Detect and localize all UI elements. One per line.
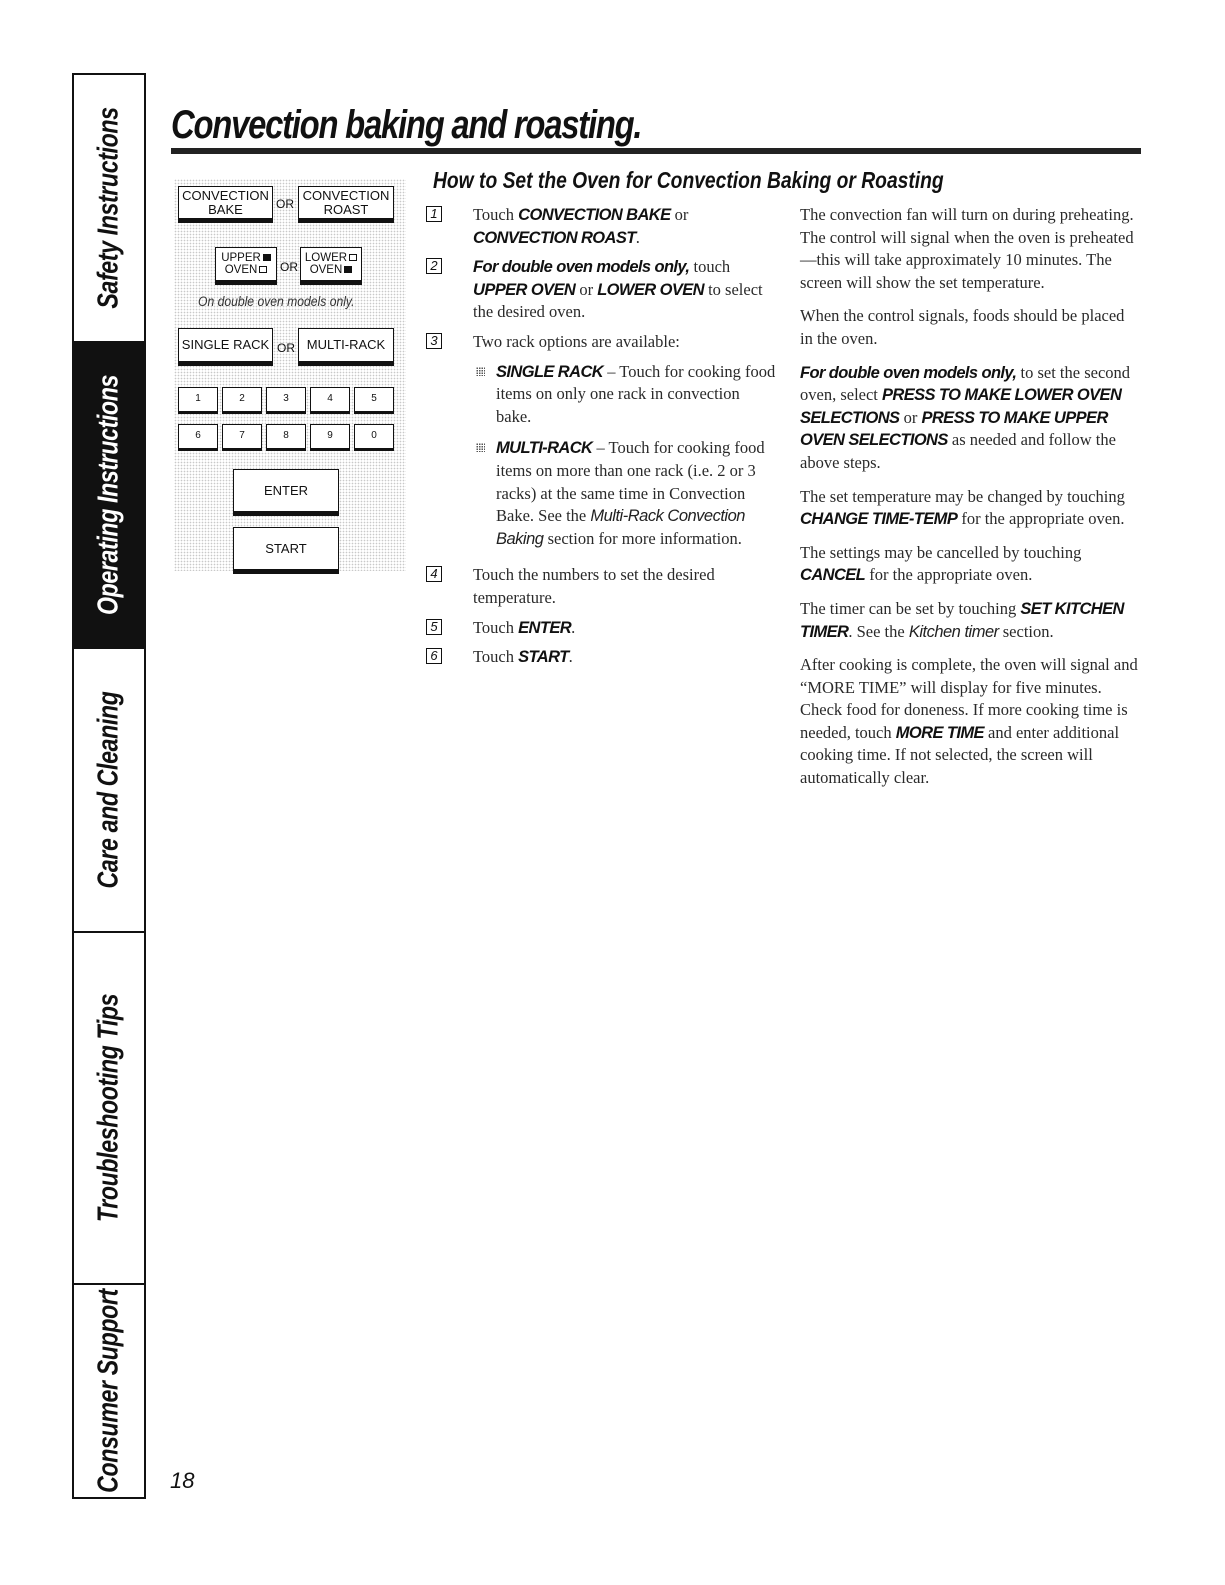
step-5: 5 Touch ENTER. (426, 617, 776, 640)
step-1: 1 Touch CONVECTION BAKE or CONVECTION ROAST. (426, 204, 776, 249)
section-reference: Multi-Rack Convection Baking (496, 507, 745, 548)
info-paragraph: The convection fan will turn on during preheating. The control will signal when the oven is preheated—this will take approximately 10 minutes. The screen will show the set temperature. (800, 205, 1134, 292)
multi-rack-key[interactable]: MULTI-RACK (298, 328, 394, 366)
indicator-empty-icon (259, 266, 267, 273)
or-label: OR (277, 341, 295, 355)
tab-label: Operating Instructions (92, 375, 125, 615)
step-4: 4 Touch the numbers to set the desired temperature. (426, 564, 776, 609)
info-column (800, 204, 1140, 801)
command-text: UPPER OVEN (473, 280, 576, 299)
upper-oven-key[interactable]: UPPER OVEN (215, 247, 277, 285)
tab-operating-instructions[interactable] (74, 343, 144, 649)
command-text: CANCEL (800, 566, 866, 585)
digit-key-1[interactable]: 1 (178, 387, 218, 414)
info-paragraph: The settings may be cancelled by touching CANCEL for the appropriate oven. (800, 542, 1082, 585)
command-text: ENTER (518, 618, 572, 637)
bullet-icon (476, 443, 485, 452)
digit-key-5[interactable]: 5 (354, 387, 394, 414)
section-heading: How to Set the Oven for Convection Baking or Roasting (433, 167, 944, 193)
convection-roast-key[interactable]: CONVECTION ROAST (298, 186, 394, 223)
step-2: 2 For double oven models only, touch UPPER OVEN or LOWER OVEN to select the desired oven. (426, 256, 776, 324)
step-number: 1 (426, 206, 442, 222)
single-rack-option: SINGLE RACK – Touch for cooking food items on only one rack in convection bake. (426, 361, 776, 429)
step-number: 3 (426, 333, 442, 349)
or-label: OR (280, 260, 298, 274)
bullet-icon (476, 367, 485, 376)
command-text: SET KITCHEN TIMER (800, 599, 1124, 641)
step-number: 2 (426, 258, 442, 274)
steps-column (426, 204, 776, 676)
command-text: PRESS TO MAKE UPPER OVEN SELECTIONS (800, 408, 1108, 450)
command-text: CONVECTION BAKE (518, 206, 671, 224)
command-text: LOWER OVEN (597, 280, 704, 299)
info-paragraph: For double oven models only, to set the second oven, select PRESS TO MAKE LOWER OVEN SELECTIONS or PRESS TO MAKE UPPER OVEN SELECTIONS as needed and follow the above steps. (800, 362, 1131, 472)
command-text: CONVECTION ROAST (473, 228, 636, 247)
tab-label: Troubleshooting Tips (92, 993, 125, 1223)
convection-bake-key[interactable]: CONVECTION BAKE (178, 186, 273, 223)
command-text: MORE TIME (895, 723, 984, 742)
info-paragraph: When the control signals, foods should be placed in the oven. (800, 306, 1125, 348)
digit-key-4[interactable]: 4 (310, 387, 350, 414)
command-text: PRESS TO MAKE LOWER OVEN SELECTIONS (800, 386, 1122, 427)
tab-safety-instructions[interactable] (74, 75, 144, 343)
page-number: 18 (170, 1468, 195, 1493)
tab-label: Consumer Support (92, 1289, 125, 1493)
digit-key-6[interactable]: 6 (178, 424, 218, 451)
info-paragraph: After cooking is complete, the oven will signal and “MORE TIME” will display for five minutes. Check food for doneness. If more cooking time is needed, touch MORE TIME and enter additional cooking time. If not selected, the screen will automatically clear. (800, 655, 1138, 788)
digit-key-7[interactable]: 7 (222, 424, 262, 451)
indicator-filled-icon (344, 266, 352, 273)
indicator-filled-icon (263, 254, 271, 261)
tab-troubleshooting-tips[interactable] (74, 933, 144, 1285)
digit-key-0[interactable]: 0 (354, 424, 394, 451)
step-3: 3 Two rack options are available: (426, 331, 776, 354)
title-divider (171, 148, 1141, 154)
section-tab-strip (72, 73, 146, 1499)
page-title: Convection baking and roasting. (171, 103, 642, 147)
command-text: For double oven models only, (800, 363, 1017, 382)
step-6: 6 Touch START. (426, 646, 776, 669)
enter-key[interactable]: ENTER (233, 469, 339, 516)
section-reference: Kitchen timer (908, 622, 999, 641)
command-text: SINGLE RACK (496, 362, 604, 381)
command-text: CHANGE TIME-TEMP (800, 510, 958, 529)
digit-key-3[interactable]: 3 (266, 387, 306, 414)
indicator-empty-icon (349, 254, 357, 261)
digit-key-9[interactable]: 9 (310, 424, 350, 451)
single-rack-key[interactable]: SINGLE RACK (178, 328, 273, 366)
start-key[interactable]: START (233, 527, 339, 574)
step-number: 6 (426, 648, 442, 664)
info-paragraph: The timer can be set by touching SET KITCHEN TIMER. See the Kitchen timer section. (800, 598, 1124, 641)
digit-key-2[interactable]: 2 (222, 387, 262, 414)
command-text: For double oven models only, (473, 258, 690, 277)
tab-label: Care and Cleaning (92, 691, 125, 889)
tab-care-and-cleaning[interactable] (74, 649, 144, 933)
double-oven-note: On double oven models only. (198, 294, 355, 309)
tab-consumer-support[interactable] (74, 1285, 144, 1497)
info-paragraph: The set temperature may be changed by touching CHANGE TIME-TEMP for the appropriate oven. (800, 486, 1125, 529)
step-number: 4 (426, 566, 442, 582)
command-text: START (518, 648, 569, 667)
tab-label: Safety Instructions (92, 107, 125, 309)
lower-oven-key[interactable]: LOWER OVEN (300, 247, 362, 285)
digit-key-8[interactable]: 8 (266, 424, 306, 451)
step-number: 5 (426, 619, 442, 635)
or-label: OR (276, 197, 294, 211)
control-panel-illustration (170, 175, 410, 575)
multi-rack-option: MULTI-RACK – Touch for cooking food items on more than one rack (i.e. 2 or 3 racks) at the same time in Convection Bake. See the Multi-Rack Convection Baking section for more information. (426, 437, 776, 550)
command-text: MULTI-RACK (496, 439, 593, 458)
